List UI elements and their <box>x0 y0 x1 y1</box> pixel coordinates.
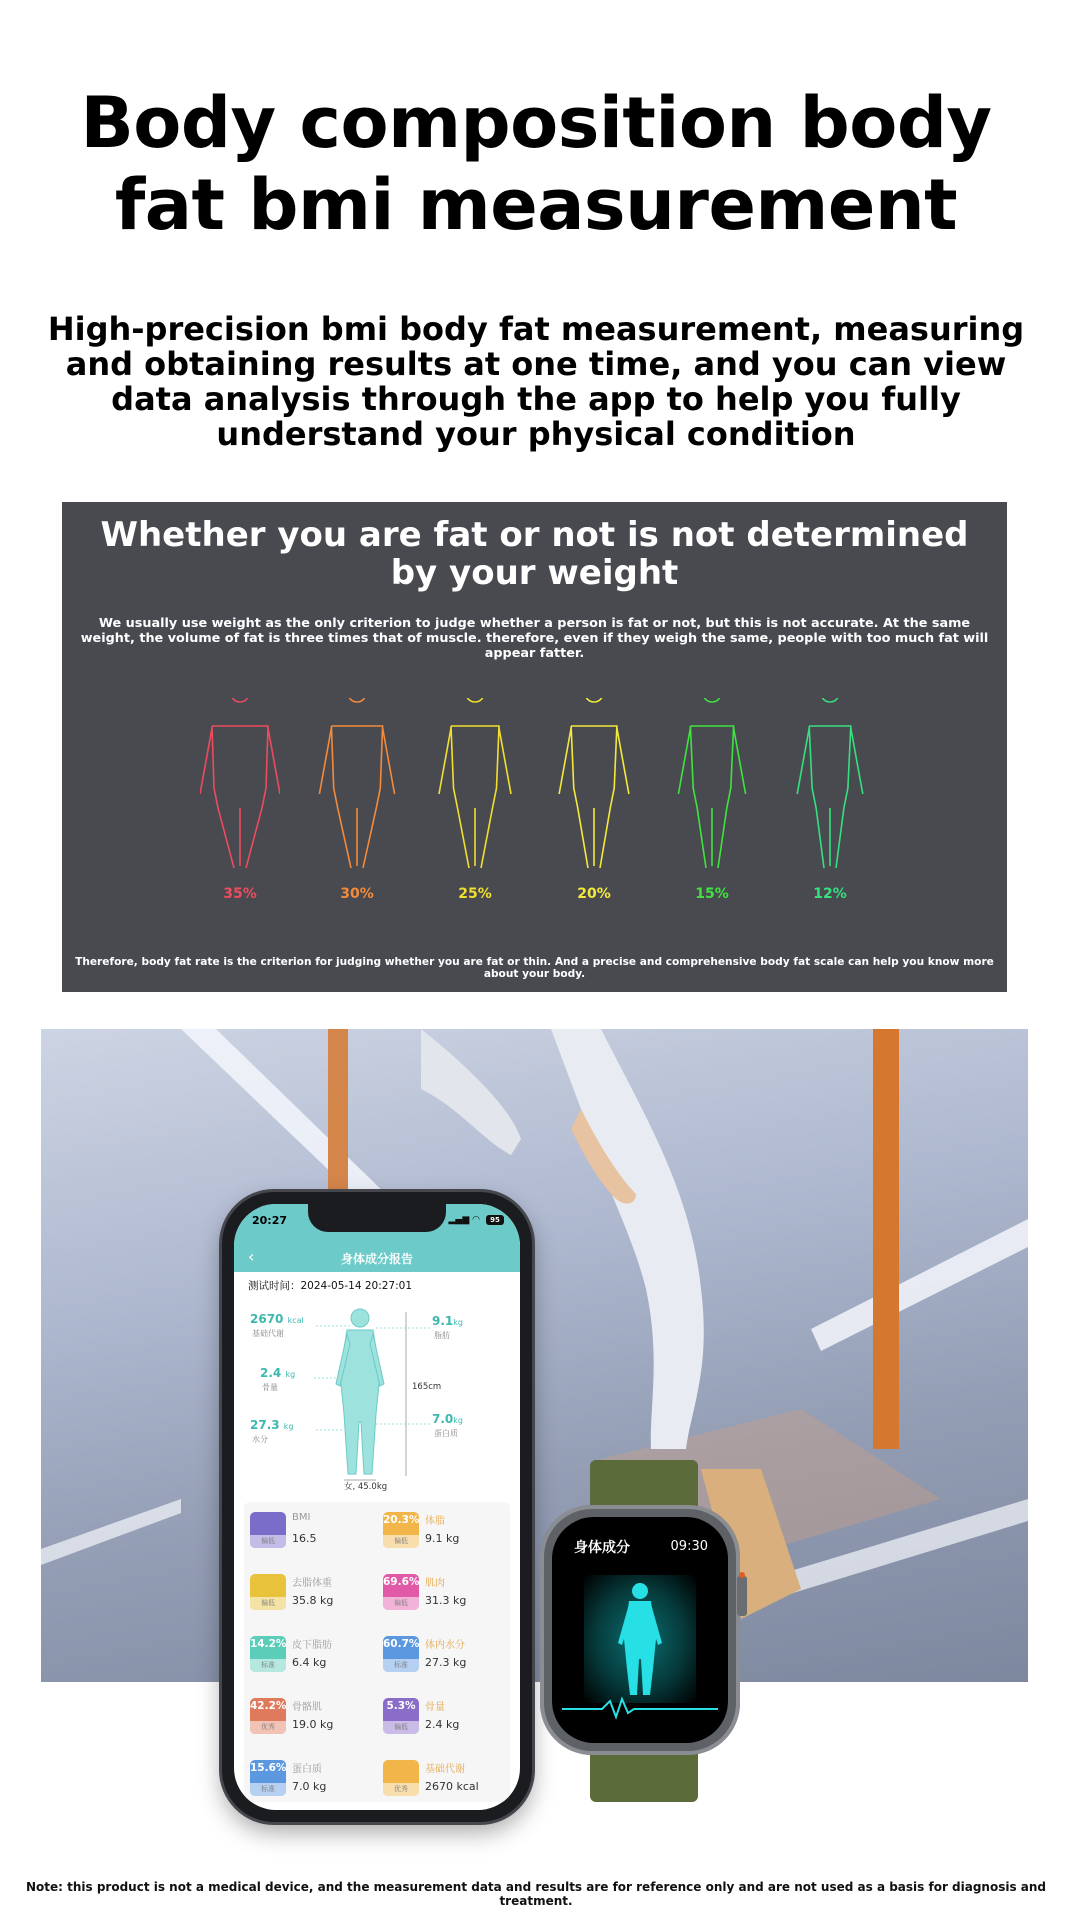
metric-status: 偏低 <box>250 1597 286 1610</box>
body-fat-percent-label: 35% <box>223 886 257 902</box>
signal-wifi-icon: ▂▄▆ ◠ <box>448 1215 480 1225</box>
metric-cell[interactable] <box>244 1626 374 1682</box>
metric-cell[interactable] <box>377 1688 507 1744</box>
body-outline-icon <box>554 698 634 870</box>
metric-tag <box>250 1512 286 1548</box>
metric-status: 偏低 <box>383 1535 419 1548</box>
metric-tag <box>383 1698 419 1734</box>
protein-metric: 7.0kg <box>432 1412 463 1426</box>
body-fat-percent-label: 12% <box>813 886 847 902</box>
metric-name: 基础代谢 <box>425 1764 465 1775</box>
bone-label: 骨量 <box>262 1383 278 1392</box>
metric-name: 体脂 <box>425 1516 445 1527</box>
metric-status: 标准 <box>250 1659 286 1672</box>
metric-status: 优秀 <box>250 1721 286 1734</box>
body-fat-percent-label: 25% <box>458 886 492 902</box>
smartphone <box>222 1192 532 1822</box>
hero-subtitle: High-precision bmi body fat measurement, measuring and obtaining results at one time, and you can view data analysis through the app to help you fully understand your physical condition <box>47 310 1025 453</box>
metric-status: 标准 <box>250 1783 286 1796</box>
metric-value: 27.3 kg <box>425 1656 467 1669</box>
water-label: 水分 <box>252 1435 268 1444</box>
metric-value: 31.3 kg <box>425 1594 467 1607</box>
body-scan-icon <box>600 1581 680 1697</box>
body-fat-panel <box>62 502 1007 992</box>
app-title: 身体成分报告 <box>340 1252 413 1266</box>
body-gender-weight: 女, 45.0kg <box>344 1482 388 1492</box>
status-time: 20:27 <box>252 1214 288 1227</box>
metric-tag <box>383 1636 419 1672</box>
fat-label: 脂肪 <box>434 1331 450 1340</box>
metric-name: 骨量 <box>425 1702 445 1713</box>
metric-cell[interactable] <box>244 1750 374 1806</box>
metric-name: 肌肉 <box>425 1578 445 1589</box>
panel-footer: Therefore, body fat rate is the criterion for judging whether you are fat or thin. And a precise and comprehensive body fat scale can help you know more about your body. <box>75 956 994 980</box>
metric-cell[interactable] <box>244 1502 374 1558</box>
metric-value: 19.0 kg <box>292 1718 334 1731</box>
metric-name: 去脂体重 <box>292 1578 332 1589</box>
body-fat-percent-label: 20% <box>577 886 611 902</box>
metric-cell[interactable] <box>377 1750 507 1806</box>
body-outline-icon <box>672 698 752 870</box>
metric-cell[interactable] <box>244 1688 374 1744</box>
fat-metric: 9.1kg <box>432 1314 463 1328</box>
metric-tag <box>250 1698 286 1734</box>
body-outline-icon <box>790 698 870 870</box>
metric-cell[interactable] <box>377 1564 507 1620</box>
body-outline-icon <box>435 698 515 870</box>
metrics-grid <box>244 1502 510 1802</box>
panel-description: We usually use weight as the only criterion to judge whether a person is fat or not, but this is not accurate. At the same weight, the volume of fat is three times that of muscle. therefore, even if they weigh the same, people with too much fat will appear fatter. <box>80 616 989 661</box>
metric-status: 优秀 <box>383 1783 419 1796</box>
metric-name: 蛋白质 <box>292 1764 322 1775</box>
metric-cell[interactable] <box>377 1626 507 1682</box>
body-fat-percent-label: 30% <box>340 886 374 902</box>
watch-title: 身体成分 <box>574 1540 630 1556</box>
body-height: 165cm <box>412 1382 442 1392</box>
metric-name: 皮下脂肪 <box>292 1640 332 1651</box>
body-silhouette-icon <box>314 1304 434 1484</box>
metric-tag-value: 20.3% <box>383 1514 420 1526</box>
smartwatch <box>540 1505 740 1755</box>
metric-value: 35.8 kg <box>292 1594 334 1607</box>
disclaimer: Note: this product is not a medical device, and the measurement data and results are for reference only and are not used as a basis for diagnosis and treatment. <box>25 1880 1047 1908</box>
metric-cell[interactable] <box>377 1502 507 1558</box>
watch-screen <box>552 1517 728 1743</box>
heartbeat-icon <box>562 1695 718 1721</box>
metric-value: 2.4 kg <box>425 1718 460 1731</box>
hero-title: Body composition body fat bmi measurement <box>80 82 992 246</box>
water-metric: 27.3 kg <box>250 1418 294 1432</box>
bone-metric: 2.4 kg <box>260 1366 296 1380</box>
metric-name: 体内水分 <box>425 1640 465 1651</box>
metric-tag-value: 42.2% <box>250 1700 287 1712</box>
metric-tag <box>250 1636 286 1672</box>
metric-value: 2670 kcal <box>425 1780 479 1793</box>
watch-crown <box>737 1576 747 1616</box>
body-fat-percent-label: 15% <box>695 886 729 902</box>
metric-tag <box>250 1760 286 1796</box>
watch-time: 09:30 <box>670 1539 708 1554</box>
protein-label: 蛋白质 <box>434 1429 458 1438</box>
app-header <box>234 1244 520 1272</box>
metric-tag-value: 14.2% <box>250 1638 287 1650</box>
bmr-metric: 2670 kcal <box>250 1312 304 1326</box>
metric-value: 16.5 <box>292 1532 317 1545</box>
metric-value: 9.1 kg <box>425 1532 460 1545</box>
metric-tag-value: 15.6% <box>250 1762 287 1774</box>
metric-status: 偏低 <box>383 1721 419 1734</box>
test-time: 测试时间：2024-05-14 20:27:01 <box>248 1280 413 1292</box>
back-arrow-icon[interactable]: ‹ <box>248 1247 255 1266</box>
photo-scene <box>41 1029 1028 1682</box>
metric-tag-value: 5.3% <box>386 1700 416 1712</box>
metric-tag-value: 60.7% <box>383 1638 420 1650</box>
body-outline-icon <box>317 698 397 870</box>
metric-status: 偏低 <box>383 1597 419 1610</box>
lifestyle-photo <box>41 1029 1028 1682</box>
metric-tag <box>383 1760 419 1796</box>
panel-title: Whether you are fat or not is not determined by your weight <box>100 515 969 593</box>
metric-name: BMI <box>292 1512 311 1523</box>
metric-tag <box>383 1574 419 1610</box>
metric-tag <box>383 1512 419 1548</box>
metric-name: 骨骼肌 <box>292 1702 322 1713</box>
metric-tag <box>250 1574 286 1610</box>
battery-icon: 95 <box>486 1215 504 1225</box>
phone-notch <box>308 1204 446 1232</box>
metric-status: 偏低 <box>250 1535 286 1548</box>
metric-value: 6.4 kg <box>292 1656 327 1669</box>
body-outline-icon <box>200 698 280 870</box>
metric-tag-value: 69.6% <box>383 1576 420 1588</box>
metric-value: 7.0 kg <box>292 1780 327 1793</box>
metric-cell[interactable] <box>244 1564 374 1620</box>
metric-status: 标准 <box>383 1659 419 1672</box>
bmr-label: 基础代谢 <box>252 1329 284 1338</box>
phone-screen <box>234 1204 520 1810</box>
